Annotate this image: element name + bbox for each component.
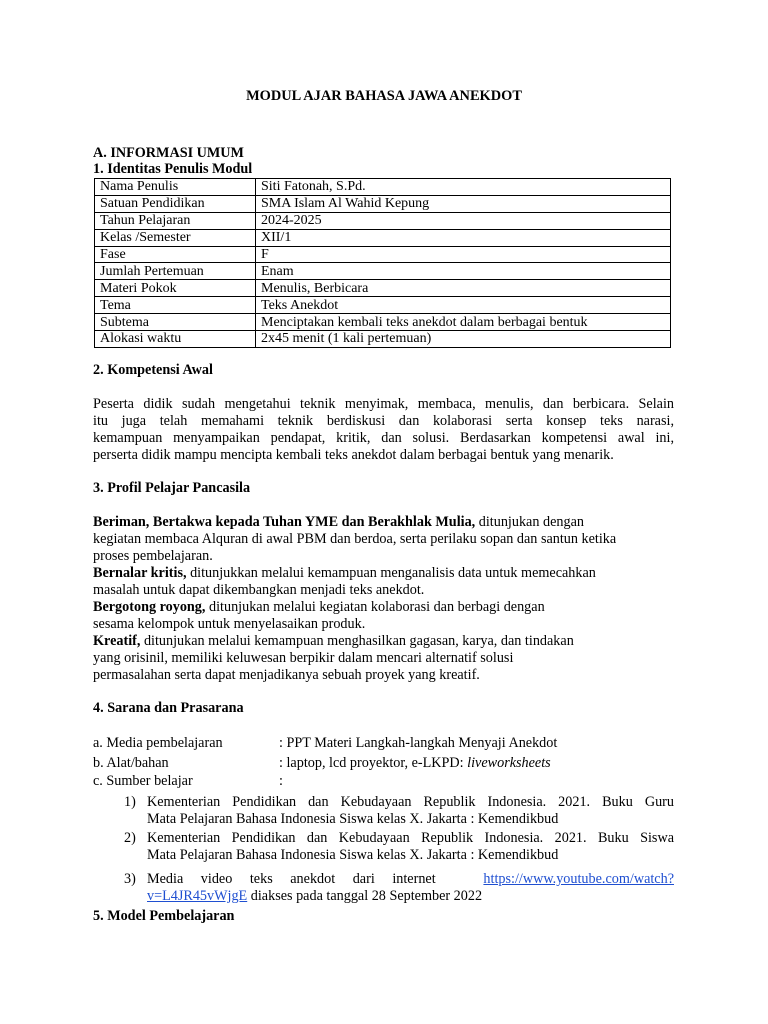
identitas-table (94, 178, 671, 348)
kreatif-line: yang orisinil, memiliki keluwesan berpikir dalam mencari alternatif solusi (93, 650, 514, 666)
kreatif-line: Kreatif, ditunjukan melalui kemampuan menghasilkan gagasan, karya, dan tindakan (93, 633, 574, 649)
identitas-key: Tahun Pelajaran (95, 212, 256, 229)
bernalar-line: masalah untuk dapat dikembangkan menjadi teks anekdot. (93, 582, 425, 598)
bernalar-label: Bernalar kritis, (93, 565, 187, 581)
youtube-link[interactable]: https://www.youtube.com/watch? (483, 871, 674, 887)
identitas-key: Tema (95, 297, 256, 314)
identitas-row (95, 263, 671, 280)
identitas-key: Materi Pokok (95, 280, 256, 297)
identitas-value: Menciptakan kembali teks anekdot dalam berbagai bentuk (256, 314, 671, 331)
kreatif-line: permasalahan serta dapat menjadikanya sebuah proyek yang kreatif. (93, 667, 480, 683)
kompetensi-line: kemampuan menyampaikan pendapat, kritik, dan solusi. Berdasarkan kompetensi awal ini, (93, 430, 674, 446)
beriman-line: Beriman, Bertakwa kepada Tuhan YME dan Berakhlak Mulia, ditunjukan dengan (93, 514, 584, 530)
identitas-row (95, 246, 671, 263)
youtube-link-cont[interactable]: v=L4JR45vWjgE (147, 888, 248, 904)
identitas-key: Nama Penulis (95, 179, 256, 196)
sumber-1-number: 1) (124, 794, 136, 810)
identitas-key: Satuan Pendidikan (95, 195, 256, 212)
sarana-c-label: c. Sumber belajar (93, 773, 193, 789)
identitas-value: Enam (256, 263, 671, 280)
gotong-line: Bergotong royong, ditunjukan melalui kegiatan kolaborasi dan berbagi dengan (93, 599, 545, 615)
sarana-b-label: b. Alat/bahan (93, 755, 169, 771)
liveworksheets-text: liveworksheets (467, 755, 551, 771)
identitas-value: SMA Islam Al Wahid Kepung (256, 195, 671, 212)
identitas-row (95, 195, 671, 212)
kreatif-label: Kreatif, (93, 633, 141, 649)
kompetensi-line: itu juga telah memahami teknik berdiskusi dan kolaborasi serta konsep teks narasi, (93, 413, 674, 429)
identitas-row (95, 179, 671, 196)
identitas-key: Alokasi waktu (95, 331, 256, 348)
identitas-row (95, 212, 671, 229)
kompetensi-paragraph (93, 396, 674, 464)
section-a-heading: A. INFORMASI UMUM (93, 145, 244, 161)
model-heading: 5. Model Pembelajaran (93, 908, 235, 924)
identitas-value: F (256, 246, 671, 263)
identitas-row (95, 229, 671, 246)
sarana-a-label: a. Media pembelajaran (93, 735, 223, 751)
sarana-c-value: : (279, 773, 283, 789)
bernalar-line: Bernalar kritis, ditunjukkan melalui kemampuan menganalisis data untuk memecahkan (93, 565, 596, 581)
kompetensi-line: perserta didik mampu mencipta kembali teks anekdot dalam berbagai bentuk yang menarik. (93, 447, 614, 463)
beriman-line: proses pembelajaran. (93, 548, 213, 564)
identitas-value: XII/1 (256, 229, 671, 246)
sumber-3: Media video teks anekdot dari internet https://www.youtube.com/watch? v=L4JR45vWjgE diakses pada tanggal 28 September 2022 (147, 871, 674, 904)
beriman-line: kegiatan membaca Alquran di awal PBM dan berdoa, serta perilaku sopan dan santun ketika (93, 531, 617, 547)
identitas-row (95, 297, 671, 314)
identitas-key: Kelas /Semester (95, 229, 256, 246)
gotong-line: sesama kelompok untuk menyelasaikan produk. (93, 616, 366, 632)
kompetensi-heading: 2. Kompetensi Awal (93, 362, 213, 378)
identitas-value: Menulis, Berbicara (256, 280, 671, 297)
beriman-label: Beriman, Bertakwa kepada Tuhan YME dan Berakhlak Mulia, (93, 514, 476, 530)
sarana-b-value: : laptop, lcd proyektor, e-LKPD: liveworksheets (279, 755, 551, 771)
profil-paragraph (93, 514, 674, 684)
sumber-1: Kementerian Pendidikan dan Kebudayaan Republik Indonesia. 2021. Buku Guru Mata Pelajaran Bahasa Indonesia Siswa kelas X. Jakarta : Kemendikbud (147, 794, 674, 827)
identitas-key: Jumlah Pertemuan (95, 263, 256, 280)
sarana-a-value: : PPT Materi Langkah-langkah Menyaji Anekdot (279, 735, 558, 751)
gotong-label: Bergotong royong, (93, 599, 206, 615)
identitas-heading: 1. Identitas Penulis Modul (93, 161, 253, 177)
page-title: MODUL AJAR BAHASA JAWA ANEKDOT (246, 88, 522, 104)
identitas-value: Teks Anekdot (256, 297, 671, 314)
kompetensi-line: Peserta didik sudah mengetahui teknik menyimak, membaca, menulis, dan berbicara. Selain (93, 396, 674, 412)
identitas-value: 2x45 menit (1 kali pertemuan) (256, 331, 671, 348)
sumber-3-number: 3) (124, 871, 136, 887)
identitas-row (95, 314, 671, 331)
identitas-key: Fase (95, 246, 256, 263)
profil-heading: 3. Profil Pelajar Pancasila (93, 480, 251, 496)
identitas-key: Subtema (95, 314, 256, 331)
identitas-value: Siti Fatonah, S.Pd. (256, 179, 671, 196)
identitas-row (95, 280, 671, 297)
identitas-row (95, 331, 671, 348)
sumber-2-number: 2) (124, 830, 136, 846)
identitas-value: 2024-2025 (256, 212, 671, 229)
sumber-2: Kementerian Pendidikan dan Kebudayaan Republik Indonesia. 2021. Buku Siswa Mata Pelajaran Bahasa Indonesia Siswa kelas X. Jakarta : Kemendikbud (147, 830, 674, 863)
sarana-heading: 4. Sarana dan Prasarana (93, 700, 244, 716)
